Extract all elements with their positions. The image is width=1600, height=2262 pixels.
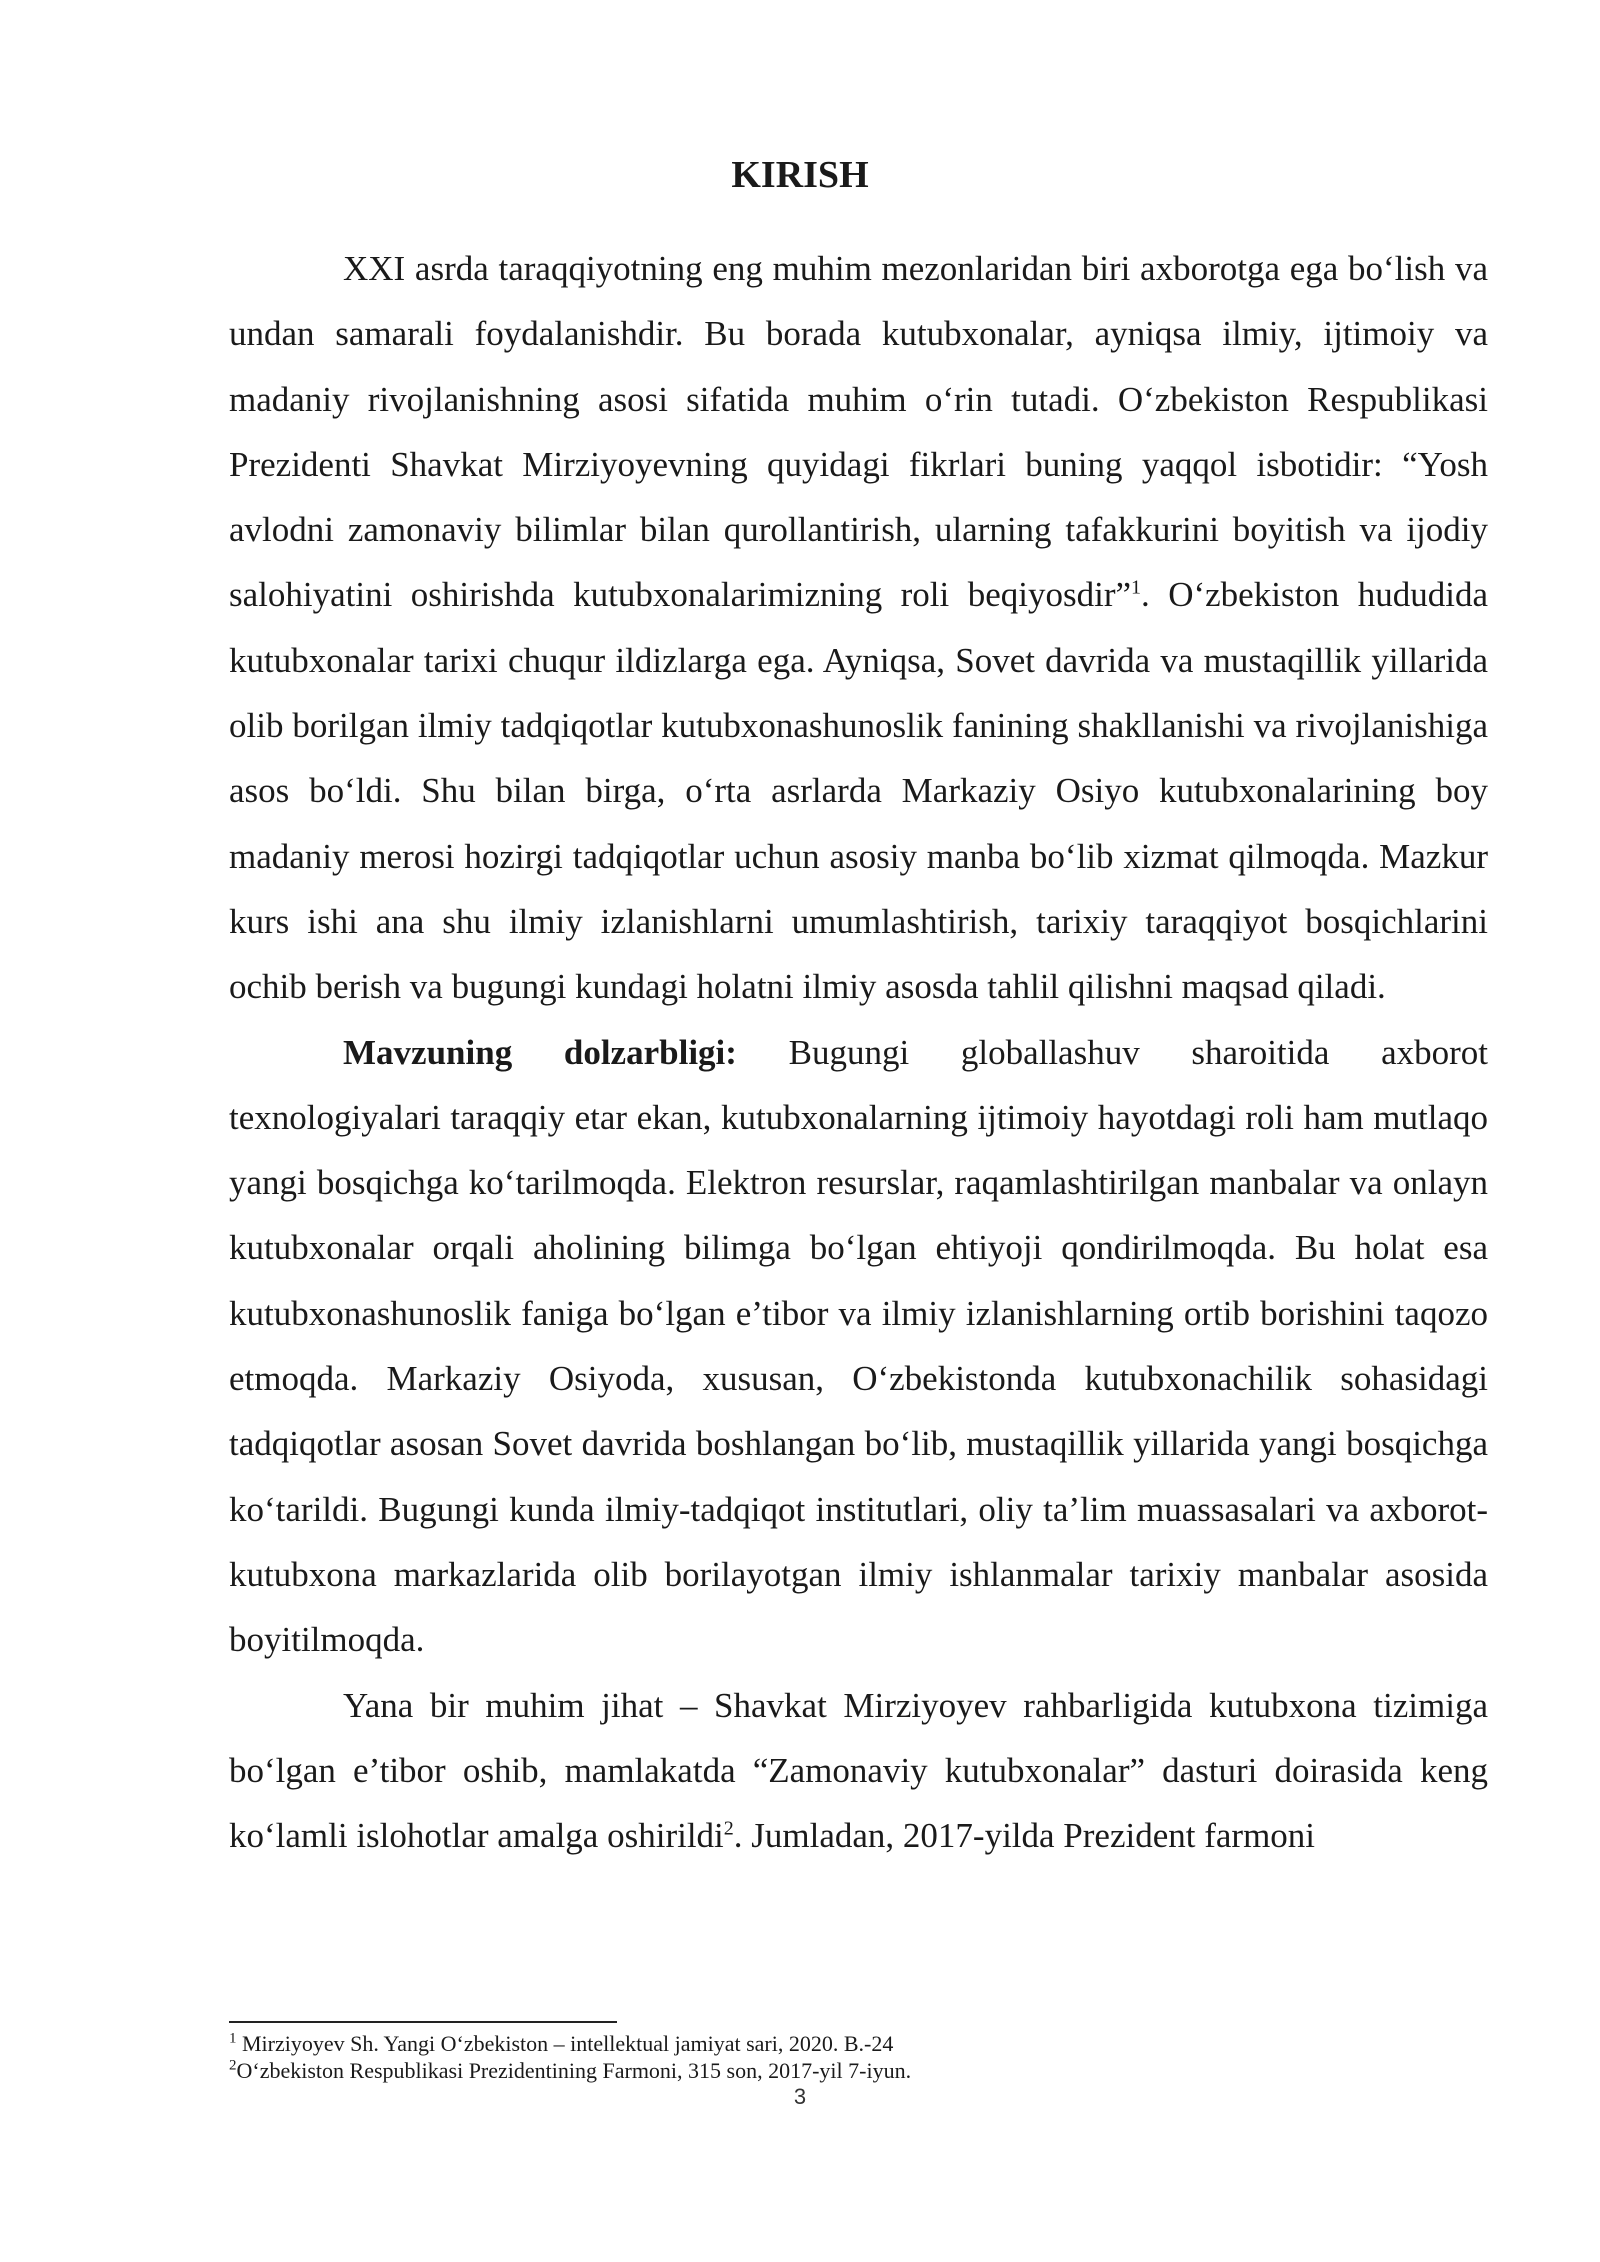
paragraph-text: . Jumladan, 2017-yilda Prezident farmoni	[733, 1816, 1316, 1856]
intro-paragraph	[229, 236, 1488, 1020]
footnote-text: Mirziyoyev Sh. Yangi O‘zbekiston – intellektual jamiyat sari, 2020. B.-24	[236, 2031, 894, 2056]
paragraph-text: Yana bir muhim jihat – Shavkat Mirziyoyev rahbarligida kutubxona tizimiga bo‘lgan e’tibor oshib, mamlakatda “Zamonaviy kutubxonalar” dasturi doirasida keng ko‘lamli islohotlar amalga oshirildi	[229, 1685, 1488, 1856]
footnote-1	[229, 2030, 1488, 2057]
paragraph-text: Bugungi globallashuv sharoitida axborot texnologiyalari taraqqiy etar ekan, kutubxonalarning ijtimoiy hayotdagi roli ham mutlaqo yangi bosqichga ko‘tarilmoqda. Elektron resurslar, raqamlashtirilgan manbalar va onlayn kutubxonalar orqali aholining bilimga bo‘lgan ehtiyoji qondirilmoqda. Bu holat esa kutubxonashunoslik faniga bo‘lgan e’tibor va ilmiy izlanishlarning ortib borishini taqozo etmoqda. Markaziy Osiyoda, xususan, O‘zbekistonda kutubxonachilik sohasidagi tadqiqotlar asosan Sovet davrida boshlangan bo‘lib, mustaqillik yillarida yangi bosqichga ko‘tarildi. Bugungi kunda ilmiy-tadqiqot institutlari, oliy ta’lim muassasalari va axborot-kutubxona markazlarida olib borilayotgan ilmiy ishlanmalar tarixiy manbalar asosida boyitilmoqda.	[229, 1032, 1488, 1660]
reforms-paragraph	[229, 1673, 1488, 1869]
footnote-number: 2	[229, 2057, 237, 2074]
relevance-paragraph	[229, 1020, 1488, 1673]
footnotes	[229, 2030, 1488, 2084]
footnote-2	[229, 2057, 1488, 2084]
footnote-ref-2[interactable]: 2	[723, 1817, 734, 1840]
footnote-text: O‘zbekiston Respublikasi Prezidentining Farmoni, 315 son, 2017-yil 7-iyun.	[236, 2058, 912, 2083]
paragraph-label: Mavzuning dolzarbligi:	[343, 1032, 737, 1072]
paragraph-text: . O‘zbekiston hududida kutubxonalar tarixi chuqur ildizlarga ega. Ayniqsa, Sovet davrida va mustaqillik yillarida olib borilgan ilmiy tadqiqotlar kutubxonashunoslik fanining shakllanishi va rivojlanishiga asos bo‘ldi. Shu bilan birga, o‘rta asrlarda Markaziy Osiyo kutubxonalarining boy madaniy merosi hozirgi tadqiqotlar uchun asosiy manba bo‘lib xizmat qilmoqda. Mazkur kurs ishi ana shu ilmiy izlanishlarni umumlashtirish, tarixiy taraqqiyot bosqichlarini ochib berish va bugungi kundagi holatni ilmiy asosda tahlil qilishni maqsad qiladi.	[229, 575, 1488, 1007]
footnote-separator	[229, 2021, 617, 2023]
footnote-number: 1	[229, 2030, 237, 2047]
section-heading: KIRISH	[731, 154, 869, 196]
body-text	[229, 236, 1488, 1868]
footnote-ref-1[interactable]: 1	[1131, 576, 1142, 599]
page-number: 3	[793, 2084, 807, 2109]
paragraph-text: XXI asrda taraqqiyotning eng muhim mezonlaridan biri axborotga ega bo‘lish va undan samarali foydalanishdir. Bu borada kutubxonalar, ayniqsa ilmiy, ijtimoiy va madaniy rivojlanishning asosi sifatida muhim o‘rin tutadi. O‘zbekiston Respublikasi Prezidenti Shavkat Mirziyoyevning quyidagi fikrlari buning yaqqol isbotidir: “Yosh avlodni zamonaviy bilimlar bilan qurollantirish, ularning tafakkurini boyitish va ijodiy salohiyatini oshirishda kutubxonalarimizning roli beqiyosdir”	[229, 249, 1488, 615]
